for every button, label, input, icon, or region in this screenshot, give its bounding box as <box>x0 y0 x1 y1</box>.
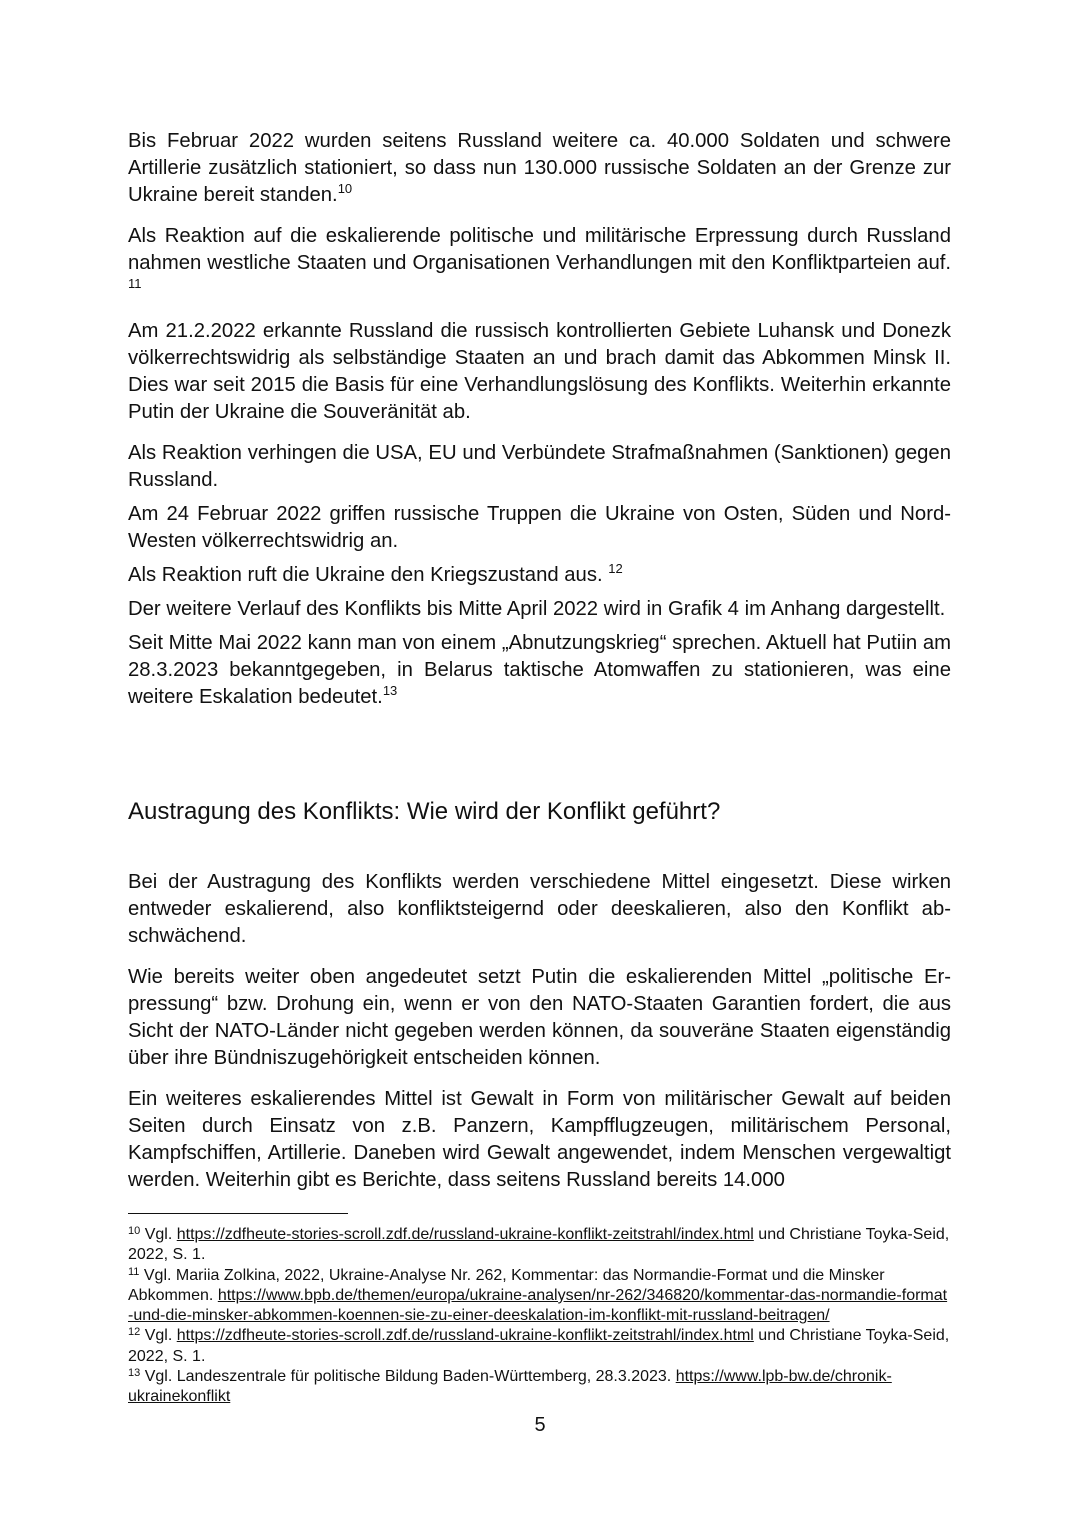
footnote-link-10[interactable]: https://zdfheute-stories-scroll.zdf.de/russland-ukraine-konflikt-zeitstrahl/index.html <box>176 1226 754 1243</box>
paragraph-war-state: Als Reaktion ruft die Ukraine den Kriegszustand aus. $^{12}$ <box>128 561 623 586</box>
footnote-ref-13[interactable]: 13 <box>382 683 398 698</box>
footnote-link-11[interactable]: https://www.bpb.de/themen/europa/ukraine-analysen/nr-262/346820/kommentar-das-normandie-format-und-die-minsker-abkommen-koennen-sie-zu-einer-deeskalation-im-konflikt-mit-russland-beitragen/ <box>128 1286 948 1325</box>
body-section-1 <box>128 128 951 718</box>
footnotes <box>128 1225 951 1408</box>
footnote-ref-11[interactable]: 11 <box>128 276 142 291</box>
footnote-10: $^{10}$ Vgl. https://zdfheute-stories-scroll.zdf.de/russland-ukraine-konflikt-zeitstrahl/index.html und Christiane Toyka-Seid, 2022, S. 1. <box>128 1225 950 1264</box>
footnote-link-13[interactable]: https://www.lpb-bw.de/chronik-ukrainekonflikt <box>128 1368 892 1406</box>
section-heading: Austragung des Konflikts: Wie wird der Konflikt geführt? <box>128 798 721 825</box>
paragraph-attrition: Seit Mitte Mai 2022 kann man von einem „Abnutzungskrieg“ sprechen. Aktuell hat Putiin am 28.3.2023 bekanntgegeben, in Belarus taktische Atomwaffen zu stationieren, was eine weitere Eskalation bedeutet.$^{13}$ <box>128 632 951 708</box>
paragraph-means: Bei der Austragung des Konflikts werden verschiedene Mittel eingesetzt. Diese wirken entweder eskalierend, also konfliktsteigernd oder deeskalieren, also den Konflikt abschwächend. <box>128 871 951 947</box>
footnote-link-12[interactable]: https://zdfheute-stories-scroll.zdf.de/russland-ukraine-konflikt-zeitstrahl/index.html <box>176 1327 754 1345</box>
paragraph-violence: Ein weiteres eskalierendes Mittel ist Gewalt in Form von militärischer Gewalt auf beiden Seiten durch Einsatz von z.B. Panzern, Kampfflugzeugen, militärischem Personal, Kampfschiffen, Artillerie. Daneben wird Gewalt angewendet, indem Menschen vergewaltigt werden. Weiterhin gibt es Berichte, dass seitens Russland bereits 14.000 <box>128 1088 951 1191</box>
footnote-13: $^{13}$ Vgl. Landeszentrale für politische Bildung Baden-Württemberg, 28.3.2023. https://www.lpb-bw.de/chronik-ukrainekonflikt <box>128 1367 892 1406</box>
footnote-ref-10[interactable]: 10 <box>337 181 353 196</box>
paragraph-negotiations: Als Reaktion auf die eskalierende politische und militärische Erpressung durch Russland nahmen westliche Staaten und Organisationen Verhandlungen mit den Konfliktparteien auf. $^{11}$ <box>128 225 951 291</box>
footnote-11: $^{11}$ Vgl. Mariia Zolkina, 2022, Ukraine-Analyse Nr. 262, Kommentar: das Normandie-Format und die Minsker Abkommen. https://www.bpb.de/themen/europa/ukraine-analysen/nr-262/346820/kommentar-das-normandie-format-und-die-minsker-abkommen-koennen-sie-zu-einer-deeskalation-im-konflikt-mit-russland-beitragen/ <box>128 1265 948 1325</box>
paragraph-blackmail: Wie bereits weiter oben angedeutet setzt Putin die eskalierenden Mittel „politische Erpressung“ bzw. Drohung ein, wenn er von den NATO-Staaten Garantien fordert, die aus Sicht der NATO-Länder nicht gegeben werden können, da souveräne Staaten eigenständig über ihre Bündniszugehörigkeit entscheiden können. <box>128 966 951 1069</box>
body-section-2 <box>128 869 951 1208</box>
paragraph-invasion: Am 24 Februar 2022 griffen russische Truppen die Ukraine von Osten, Süden und Nord-Westen völkerrechtswidrig an. <box>128 503 951 552</box>
paragraph-sanctions: Als Reaktion verhingen die USA, EU und Verbündete Strafmaßnahmen (Sanktionen) gegen Russland. <box>128 442 951 491</box>
page-number: 5 <box>534 1414 546 1436</box>
paragraph-course: Der weitere Verlauf des Konflikts bis Mitte April 2022 wird in Grafik 4 im Anhang dargestellt. <box>128 598 946 620</box>
footnote-ref-12[interactable]: 12 <box>608 561 623 576</box>
paragraph-recognition: Am 21.2.2022 erkannte Russland die russisch kontrollierten Gebiete Luhansk und Donezk völkerrechtswidrig als selbständige Staaten an und brach damit das Abkommen Minsk II. Dies war seit 2015 die Basis für eine Verhandlungslösung des Konflikts. Weiterhin erkannte Putin der Ukraine die Souveränität ab. <box>128 320 951 423</box>
footnote-divider <box>128 1213 348 1214</box>
paragraph-troop-buildup: Bis Februar 2022 wurden seitens Russland weitere ca. 40.000 Soldaten und schwere Artillerie zusätzlich stationiert, so dass nun 130.000 russische Soldaten an der Grenze zur Ukraine bereit standen.$^{10}$ <box>128 130 951 206</box>
footnote-12: $^{12}$ Vgl. https://zdfheute-stories-scroll.zdf.de/russland-ukraine-konflikt-zeitstrahl/index.html und Christiane Toyka-Seid, 2022, S. 1. <box>128 1326 950 1365</box>
